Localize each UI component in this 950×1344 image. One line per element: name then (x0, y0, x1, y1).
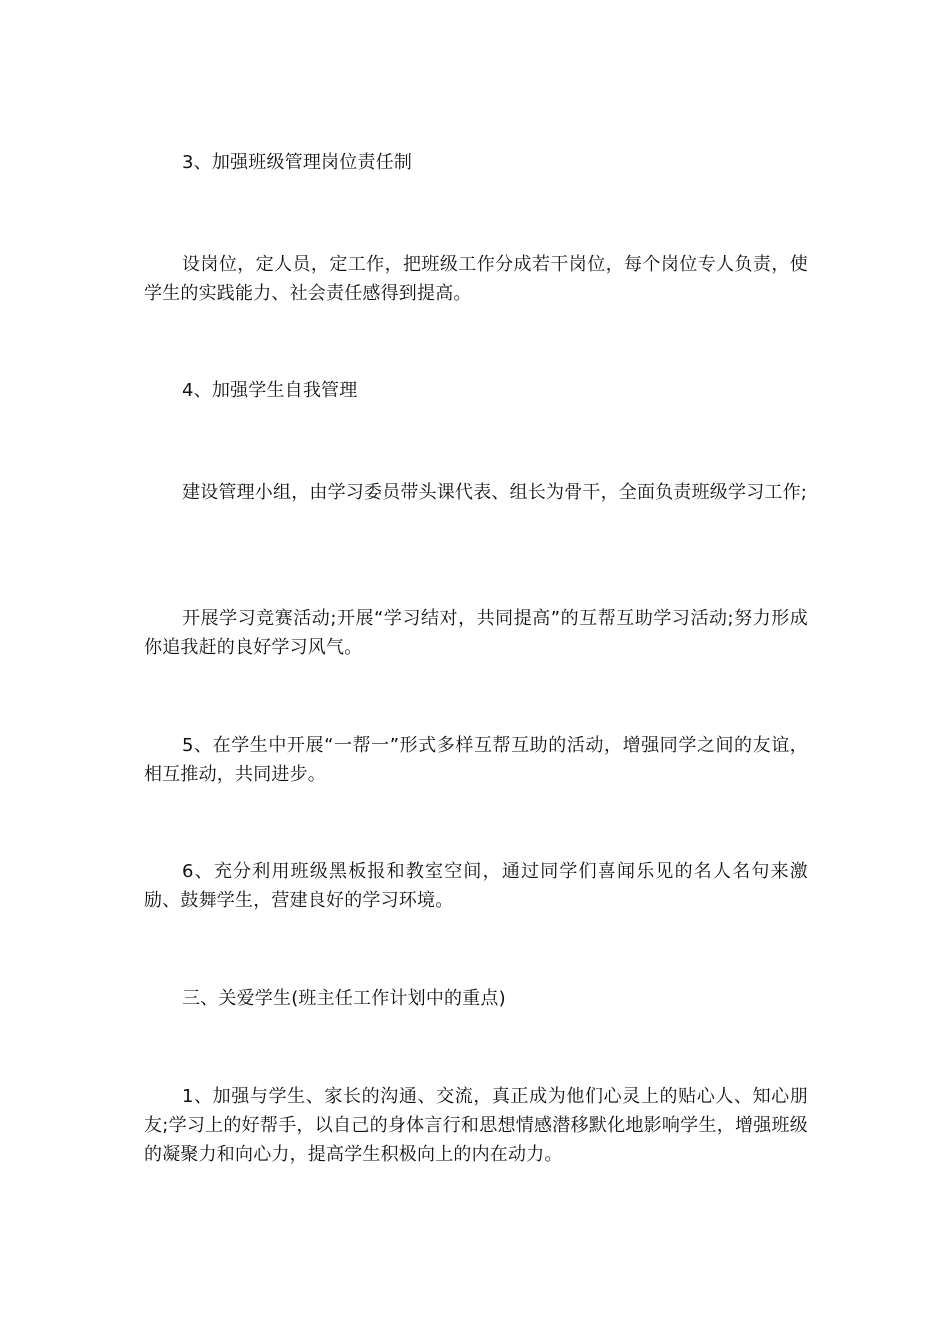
paragraph-item-1-care: 1、加强与学生、家长的沟通、交流，真正成为他们心灵上的贴心人、知心朋友;学习上的好帮手，以自己的身体言行和思想情感潜移默化地影响学生，增强班级的凝聚力和向心力，提高学生积极向上的内在动力。 (144, 1086, 808, 1165)
paragraph-posts: 设岗位，定人员，定工作，把班级工作分成若干岗位，每个岗位专人负责，使学生的实践能力、社会责任感得到提高。 (144, 254, 808, 304)
heading-3-class-management: 3、加强班级管理岗位责任制 (182, 152, 413, 173)
paragraph-item-6: 6、充分利用班级黑板报和教室空间，通过同学们喜闻乐见的名人名句来激励、鼓舞学生，营建良好的学习环境。 (144, 861, 808, 911)
heading-4-self-management: 4、加强学生自我管理 (182, 380, 358, 401)
heading-section-three: 三、关爱学生(班主任工作计划中的重点) (182, 988, 506, 1009)
paragraph-study-competition: 开展学习竞赛活动;开展“学习结对，共同提高”的互帮互助学习活动;努力形成你追我赶的良好学习风气。 (144, 608, 808, 658)
paragraph-item-5: 5、在学生中开展“一帮一”形式多样互帮互助的活动，增强同学之间的友谊，相互推动，共同进步。 (144, 735, 808, 785)
paragraph-management-group: 建设管理小组，由学习委员带头课代表、组长为骨干，全面负责班级学习工作; (182, 482, 808, 503)
